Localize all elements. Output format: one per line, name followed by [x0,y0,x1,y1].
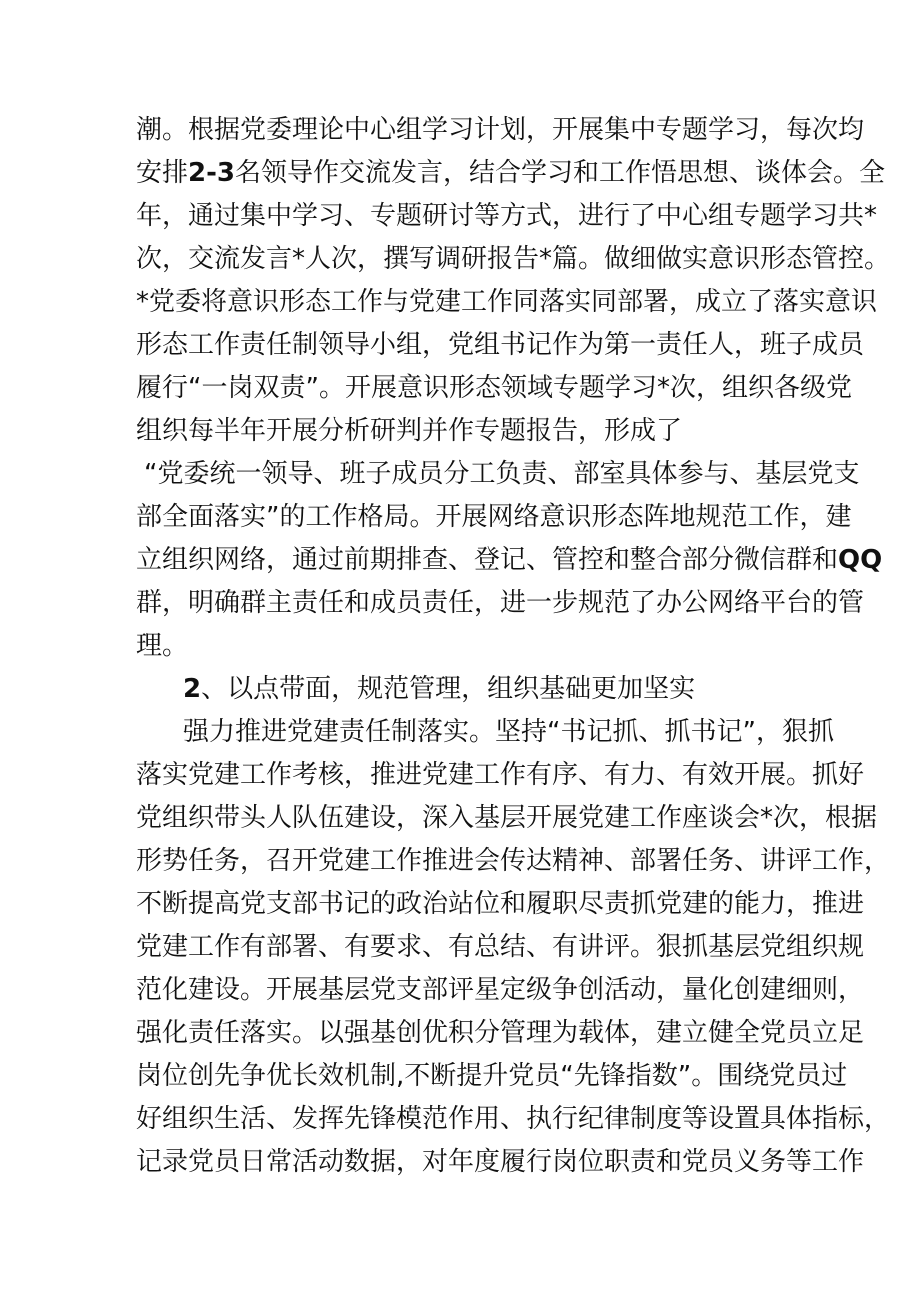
text-run: 立组织网络，通过前期排查、登记、管控和整合部分微信群和 [136,545,839,575]
paragraph-line: 党建工作有部署、有要求、有总结、有讲评。狠抓基层党组织规 [136,932,865,962]
bold-number: 2-3 [188,158,235,188]
paragraph-line: 不断提高党支部书记的政治站位和履职尽责抓党建的能力，推进 [136,889,865,919]
section-heading [183,671,695,707]
paragraph-line: 潮。根据党委理论中心组学习计划，开展集中专题学习，每次均 [136,115,865,145]
text-run: 安排 [136,158,189,188]
paragraph-line [136,155,885,191]
paragraph-line: 强化责任落实。以强基创优积分管理为载体，建立健全党员立足 [136,1018,865,1048]
paragraph-line: 理。 [136,631,189,661]
paragraph-line: 履行“一岗双责”。开展意识形态领域专题学习*次，组织各级党 [136,373,852,403]
paragraph-line: 岗位创先争优长效机制,不断提升党员“先锋指数”。围绕党员过 [136,1061,848,1091]
paragraph-line: 范化建设。开展基层党支部评星定级争创活动，量化创建细则， [136,975,865,1005]
paragraph-line [136,542,882,578]
paragraph-line: 年，通过集中学习、专题研讨等方式，进行了中心组专题学习共* [136,201,878,231]
paragraph-line: 形态工作责任制领导小组，党组书记作为第一责任人，班子成员 [136,330,865,360]
paragraph-line: 组织每半年开展分析研判并作专题报告，形成了 [136,416,683,446]
paragraph-line: 部全面落实”的工作格局。开展网络意识形态阵地规范工作，建 [136,502,852,532]
text-run: 名领导作交流发言，结合学习和工作悟思想、谈体会。全 [235,158,886,188]
paragraph-line: “党委统一领导、班子成员分工负责、部室具体参与、基层党支 [144,459,860,489]
paragraph-line: 次，交流发言*人次，撰写调研报告*篇。做细做实意识形态管控。 [136,244,891,274]
paragraph-line: 好组织生活、发挥先锋模范作用、执行纪律制度等设置具体指标， [136,1104,891,1134]
paragraph-line: 形势任务，召开党建工作推进会传达精神、部署任务、讲评工作， [136,846,891,876]
heading-text: 、以点带面，规范管理，组织基础更加坚实 [201,674,696,704]
paragraph-line: 强力推进党建责任制落实。坚持“书记抓、抓书记”，狠抓 [183,717,834,747]
paragraph-line: 党组织带头人队伍建设，深入基层开展党建工作座谈会*次，根据 [136,803,878,833]
paragraph-line: 群，明确群主责任和成员责任，进一步规范了办公网络平台的管 [136,588,865,618]
paragraph-line: 落实党建工作考核，推进党建工作有序、有力、有效开展。抓好 [136,760,865,790]
paragraph-line: *党委将意识形态工作与党建工作同落实同部署，成立了落实意识 [136,287,878,317]
bold-acronym: QQ [838,545,883,575]
paragraph-line: 记录党员日常活动数据，对年度履行岗位职责和党员义务等工作 [136,1147,865,1177]
heading-number: 2 [183,674,202,704]
